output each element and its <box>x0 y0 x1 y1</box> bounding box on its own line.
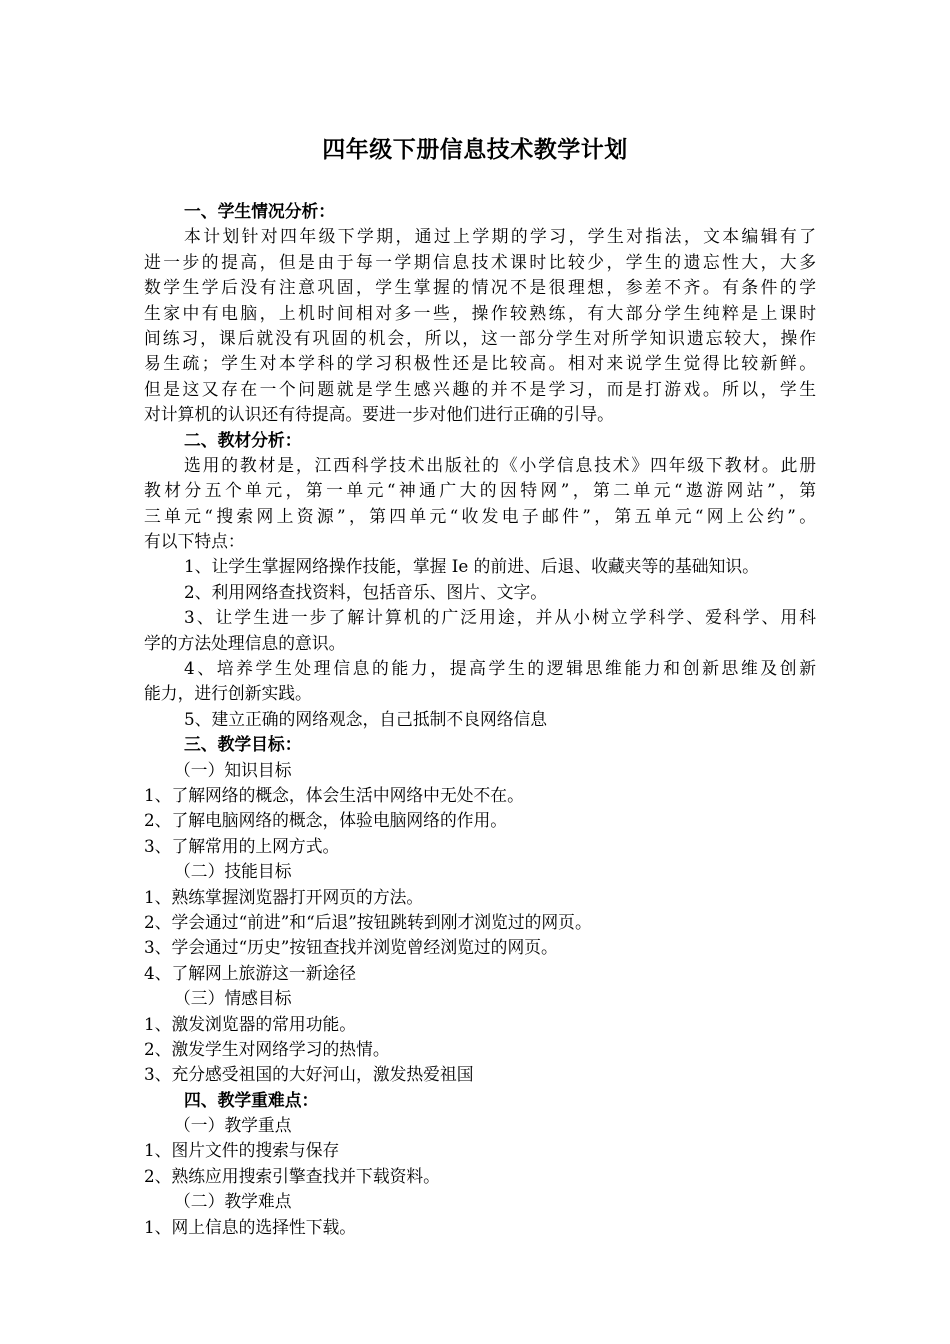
paragraph-line: 进一步的提高，但是由于每一学期信息技术课时比较少，学生的遗忘性大，大多 <box>144 251 816 272</box>
subheading: （二）教学难点 <box>174 1191 292 1212</box>
list-item: 5、建立正确的网络观念，自己抵制不良网络信息 <box>184 708 548 729</box>
paragraph-line: 选用的教材是，江西科学技术出版社的《小学信息技术》四年级下教材。此册 <box>184 454 816 475</box>
paragraph-line: 数学生学后没有注意巩固，学生掌握的情况不是很理想，参差不齐。有条件的学 <box>144 277 816 298</box>
subheading: （三）情感目标 <box>174 988 292 1009</box>
paragraph-line: 间练习，课后就没有巩固的机会，所以，这一部分学生对所学知识遗忘较大，操作 <box>144 327 816 348</box>
list-item: 1、网上信息的选择性下载。 <box>144 1216 357 1237</box>
list-item: 2、熟练应用搜索引擎查找并下载资料。 <box>144 1165 440 1186</box>
paragraph-line: 易生疏；学生对本学科的学习积极性还是比较高。相对来说学生觉得比较新鲜。 <box>144 353 816 374</box>
list-item-continuation: 能力，进行创新实践。 <box>144 683 312 704</box>
document-body <box>144 199 816 1240</box>
paragraph-line: 对计算机的认识还有待提高。要进一步对他们进行正确的引导。 <box>144 404 614 425</box>
paragraph-line: 教材分五个单元，第一单元“神通广大的因特网”，第二单元“遨游网站”，第 <box>144 480 816 501</box>
list-item: 1、图片文件的搜索与保存 <box>144 1140 340 1161</box>
subheading: （二）技能目标 <box>174 861 292 882</box>
paragraph-line: 有以下特点： <box>144 531 245 552</box>
list-item: 3、充分感受祖国的大好河山，激发热爱祖国 <box>144 1064 474 1085</box>
list-item: 4、培养学生处理信息的能力，提高学生的逻辑思维能力和创新思维及创新 <box>184 658 816 679</box>
list-item: 1、激发浏览器的常用功能。 <box>144 1013 357 1034</box>
list-item: 1、让学生掌握网络操作技能，掌握 Ie 的前进、后退、收藏夹等的基础知识。 <box>184 556 759 577</box>
list-item: 3、了解常用的上网方式。 <box>144 835 340 856</box>
document-title: 四年级下册信息技术教学计划 <box>322 136 628 163</box>
list-item: 2、学会通过“前进”和“后退”按钮跳转到刚才浏览过的网页。 <box>144 911 592 932</box>
paragraph-line: 三单元“搜索网上资源”，第四单元“收发电子邮件”，第五单元“网上公约”。 <box>144 505 816 526</box>
subheading: （一）教学重点 <box>174 1115 292 1136</box>
section-heading: 三、教学目标： <box>184 734 302 755</box>
paragraph-line: 但是这又存在一个问题就是学生感兴趣的并不是学习，而是打游戏。所以，学生 <box>144 378 816 399</box>
paragraph-line: 本计划针对四年级下学期，通过上学期的学习，学生对指法，文本编辑有了 <box>184 226 816 247</box>
section-heading: 四、教学重难点： <box>184 1089 319 1110</box>
list-item: 3、让学生进一步了解计算机的广泛用途，并从小树立学科学、爱科学、用科 <box>184 607 816 628</box>
section-heading: 二、教材分析： <box>184 429 302 450</box>
list-item-continuation: 学的方法处理信息的意识。 <box>144 632 346 653</box>
section-heading: 一、学生情况分析： <box>184 201 336 221</box>
subheading: （一）知识目标 <box>174 759 292 780</box>
list-item: 3、学会通过“历史”按钮查找并浏览曾经浏览过的网页。 <box>144 937 558 958</box>
paragraph-line: 生家中有电脑，上机时间相对多一些，操作较熟练，有大部分学生纯粹是上课时 <box>144 302 816 323</box>
list-item: 1、熟练掌握浏览器打开网页的方法。 <box>144 886 424 907</box>
list-item: 2、利用网络查找资料，包括音乐、图片、文字。 <box>184 581 548 602</box>
list-item: 2、激发学生对网络学习的热情。 <box>144 1038 390 1059</box>
list-item: 4、了解网上旅游这一新途径 <box>144 962 357 983</box>
list-item: 1、了解网络的概念，体会生活中网络中无处不在。 <box>144 784 524 805</box>
list-item: 2、了解电脑网络的概念，体验电脑网络的作用。 <box>144 810 508 831</box>
